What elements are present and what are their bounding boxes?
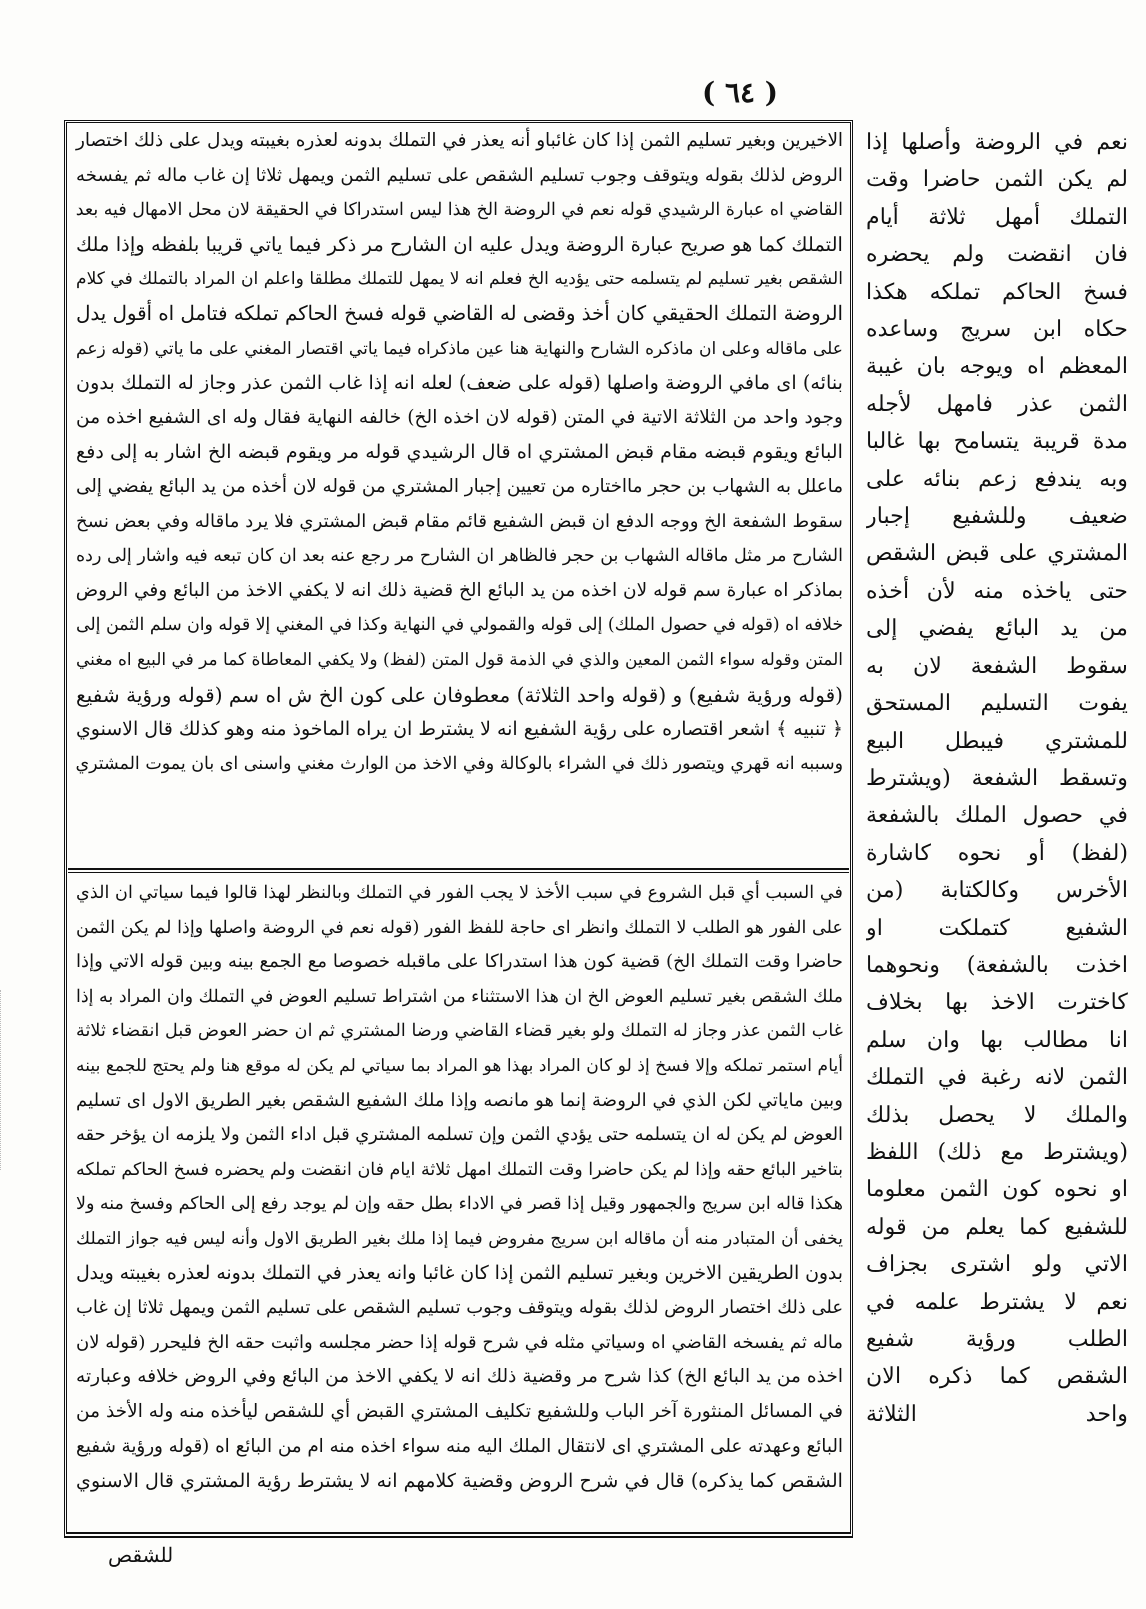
text-line: بنائه) اى مافي الروضة واصلها (قوله على ضعف) لعله انه إذا غاب الثمن عذر وجاز له التملك بدون — [76, 371, 843, 395]
text-line: الشقص بغير تسليم لم يتسلمه حتى يؤديه الخ فعلم انه لا يمهل للتملك مطلقا واعلم ان المراد بالتملك في كلام — [76, 269, 843, 290]
margin-line: وبه يندفع زعم بنائه على — [866, 465, 1128, 492]
main-text-lower — [72, 876, 847, 1536]
margin-line: الثمن لانه رغبة في التملك — [866, 1064, 1128, 1091]
text-line: (قوله ورؤية شفيع) و (قوله واحد الثلاثة) معطوفان على كون الخ ش اه سم (قوله ورؤية شفيع — [76, 682, 843, 707]
text-line: في السبب أي قبل الشروع في سبب الأخذ لا يجب الفور في التملك وبالنظر لهذا قالوا فيما سياتي ان الذي — [76, 883, 843, 903]
text-line: ماله ثم يفسخه القاضي اه وسياتي مثله في شرح قوله إذا حضر مجلسه واثبت حقه الخ فليحرر (قوله لان — [76, 1331, 843, 1353]
margin-text-column — [866, 124, 1128, 1534]
text-line: على ذلك اختصار الروض لذلك بقوله ويتوقف وجوب تسليم الشقص على تسليم الثمن ويمهل ثلاثا إن غاب — [76, 1297, 843, 1319]
text-line: ماعلل به الشهاب بن حجر مااختاره من تعيين إجبار المشتري من قوله لان أخذه من يد البائع يفضي إلى — [76, 475, 843, 497]
margin-line: للمشتري فيبطل البيع — [866, 727, 1128, 754]
margin-line: اخذت بالشفعة) ونحوهما — [866, 951, 1128, 978]
text-line: على ماقاله وعلى ان ماذكره الشارح والنهاية هنا عين ماذكراه فيما ياتي اقتصار المغني على ما ياتي (قوله زعم — [76, 338, 843, 359]
margin-line: نعم في الروضة وأصلها إذا — [866, 129, 1128, 155]
margin-line: يفوت التسليم المستحق — [866, 690, 1128, 717]
margin-line: المشتري على قبض الشقص — [866, 541, 1128, 567]
page-number: ( ٦٤ ) — [701, 76, 779, 109]
margin-line: حتى ياخذه منه لأن أخذه — [866, 577, 1128, 604]
text-line: بدون الطريقين الاخرين وبغير تسليم الثمن إذا كان غائبا وانه يعذر في التملك بدونه لعذره بغيبته ويدل — [75, 1262, 843, 1284]
text-line: غاب الثمن عذر وجاز له التملك ولو بغير قضاء القاضي ورضا المشتري ثم ان حضر العوض قبل انقضاء ثلاثة — [76, 1021, 843, 1042]
text-line: وجود واحد من الثلاثة الاتية في المتن (قوله لان اخذه الخ) خالفه النهاية فقال وله اى الشفيع اخذه من — [76, 406, 843, 428]
text-line: الروض لذلك بقوله ويتوقف وجوب تسليم الشقص على تسليم الثمن ويمهل ثلاثا إن غاب ماله ثم يفسخه — [76, 164, 843, 186]
margin-line: فسخ الحاكم تملكه هكذا — [866, 278, 1128, 305]
margin-line: او نحوه كون الثمن معلوما — [866, 1176, 1128, 1203]
text-line: ملك الشقص بغير تسليم العوض الخ ان هذا الاستثناء من اشتراط تسليم العوض في التملك وان المراد به إذا — [75, 986, 843, 1007]
text-line: البائع وعهدته على المشتري اى لانتقال الملك اليه منه سواء اخذه منه ام من البائع اه (قوله ورؤية شفيع — [76, 1435, 843, 1457]
text-line: في المسائل المنثورة آخر الباب وللشفيع تكليف المشتري القبض أي للشقص ليأخذه منه وله الأخذ من — [76, 1400, 843, 1422]
text-line: العوض لم يكن له ان يتسلمه حتى يؤدي الثمن وإن تسلمه المشتري قبل اداء الثمن ولا يلزمه ان يؤخر حقه — [76, 1124, 843, 1146]
text-line: اخذه من يد البائع الخ) كذا شرح مر وقضية ذلك انه لا يكفي الاخذ من البائع وفي الروض خلافه وعبارته — [76, 1366, 843, 1388]
margin-line: واحد الثلاثة — [866, 1400, 1128, 1427]
text-line: خلافه اه (قوله في حصول الملك) إلى قوله والقمولي في النهاية وكذا في المغني إلا قوله وان سلم الثمن إلى — [76, 615, 843, 636]
margin-line: انا مطالب بها وان سلم — [866, 1026, 1128, 1053]
section-divider — [68, 868, 849, 873]
text-line: وسببه انه قهري ويتصور ذلك في الشراء بالوكالة وفي الاخذ من الوارث مغني واسنى اى بان يموت المشتري — [75, 753, 843, 774]
scan-edge-mark — [0, 990, 4, 1170]
margin-line: كاخترت الاخذ بها بخلاف — [866, 989, 1128, 1016]
margin-line: (لفظ) أو نحوه كاشارة — [866, 839, 1128, 866]
text-line: يخفى أن المتبادر منه أن ماقاله ابن سريج مفروض فيما إذا ملك بغير الطريق الاول وأنه ليس فيه جواز التملك — [76, 1228, 843, 1249]
margin-line: التملك أمهل ثلاثة أيام — [866, 203, 1128, 230]
margin-line: (ويشترط مع ذلك) اللفظ — [866, 1138, 1128, 1165]
text-line: وبين ماياتي لكن الذي في الروضة إنما هو مانصه وإذا ملك الشفيع الشقص بغير الطريق الاول اى تسليم — [76, 1089, 843, 1111]
text-line: ﴿ تنبيه ﴾ اشعر اقتصاره على رؤية الشفيع انه لا يشترط ان يراه الماخوذ منه وهو كذلك قال الاسنوي — [76, 718, 843, 741]
margin-line: مدة قريبة يتسامح بها غالبا — [866, 428, 1128, 455]
text-line: الاخيرين وبغير تسليم الثمن إذا كان غائباو أنه يعذر في التملك بدونه لعذره بغيبته ويدل على ذلك اختصار — [76, 130, 843, 151]
margin-line: فان انقضت ولم يحضره — [866, 241, 1128, 268]
margin-line: لم يكن الثمن حاضرا وقت — [866, 166, 1128, 193]
text-line: الروضة التملك الحقيقي كان أخذ وقضى له القاضي قوله فسخ الحاكم تملكه فتامل اه أقول يدل — [75, 301, 843, 325]
text-line: أيام استمر تملكه وإلا فسخ إذ لو كان المراد بهذا هو المراد بما سياتي لم يكن له موقع هنا ولم يحتج للجمع بينه — [76, 1055, 843, 1076]
text-line: القاضي اه عبارة الرشيدي قوله نعم في الروضة الخ هذا ليس استدراكا في الحقيقة لان محل الامهال فيه بعد — [75, 200, 843, 221]
margin-line: الأخرس وكالكتابة (من — [866, 877, 1128, 904]
margin-line: الشفيع كتملكت او — [866, 914, 1128, 941]
margin-line: المعظم اه ويوجه بان غيبة — [866, 353, 1128, 380]
text-line: سقوط الشفعة الخ ووجه الدفع ان قبض الشفيع قائم مقام قبض المشتري فلا يرد ماقاله وفي بعض نسخ — [75, 510, 843, 532]
margin-line: من يد البائع يفضي إلى — [866, 615, 1128, 642]
margin-line: الاتي ولو اشترى بجزاف — [866, 1251, 1128, 1278]
margin-line: نعم لا يشترط علمه في — [866, 1288, 1128, 1315]
margin-line: في حصول الملك بالشفعة — [866, 802, 1128, 829]
catchword: للشقص — [108, 1543, 174, 1567]
main-text-upper — [72, 124, 847, 870]
margin-line: الثمن عذر فامهل لأجله — [866, 390, 1128, 417]
margin-line: الشقص كما ذكره الان — [866, 1363, 1128, 1390]
margin-line: والملك لا يحصل بذلك — [866, 1101, 1128, 1128]
margin-line: ضعيف وللشفيع إجبار — [866, 503, 1128, 530]
text-line: البائع ويقوم قبضه مقام قبض المشتري اه قال الرشيدي قوله مر ويقوم قبضه الخ اشار به إلى دفع — [76, 440, 843, 464]
margin-line: حكاه ابن سريج وساعده — [866, 316, 1128, 343]
text-line: التملك كما هو صريح عبارة الروضة ويدل عليه ان الشارح مر ذكر فيما ياتي قريبا بلفظه وإذا ملك — [76, 232, 843, 256]
text-line: على الفور هو الطلب لا التملك وانظر اى حاجة للفظ الفور (قوله نعم في الروضة واصلها وإذا لم يكن الثمن — [76, 917, 843, 938]
margin-line: وتسقط الشفعة (ويشترط — [866, 764, 1128, 791]
text-line: بماذكر اه عبارة سم قوله لان اخذه من يد البائع الخ قضية ذلك انه لا يكفي الاخذ من البائع وفي الروض — [75, 579, 843, 601]
text-line: الشارح مر مثل ماقاله الشهاب بن حجر فالظاهر ان الشارح مر رجع عنه بعد ان كان تبعه فيه واشار إلى رده — [76, 546, 843, 567]
text-line: هكذا قاله ابن سريج والجمهور وقيل إذا قصر في الاداء بطل حقه وإن لم يوجد رفع إلى الحاكم وفسخ منه ولا — [76, 1194, 843, 1215]
text-line: حاضرا وقت التملك الخ) قضية كون هذا استدراكا على ماقبله خصوصا مع الجمع بينه وبين قوله الاتي وإذا — [76, 951, 843, 973]
margin-line: الطلب ورؤية شفيع — [866, 1326, 1128, 1352]
margin-line: سقوط الشفعة لان به — [866, 652, 1128, 679]
text-line: الشقص كما يذكره) قال في شرح الروض وقضية كلامهم انه لا يشترط رؤية المشتري قال الاسنوي — [76, 1469, 843, 1493]
margin-line: للشفيع كما يعلم من قوله — [866, 1213, 1128, 1240]
text-line: المتن وقوله سواء الثمن المعين والذي في الذمة قول المتن (لفظ) ولا يكفي المعاطاة كما مر في البيع اه مغني — [76, 649, 843, 670]
text-line: بتاخير البائع حقه وإذا لم يكن حاضرا وقت التملك امهل ثلاثة ايام فان انقضت ولم يحضره فسخ الحاكم تملكه — [76, 1159, 843, 1180]
